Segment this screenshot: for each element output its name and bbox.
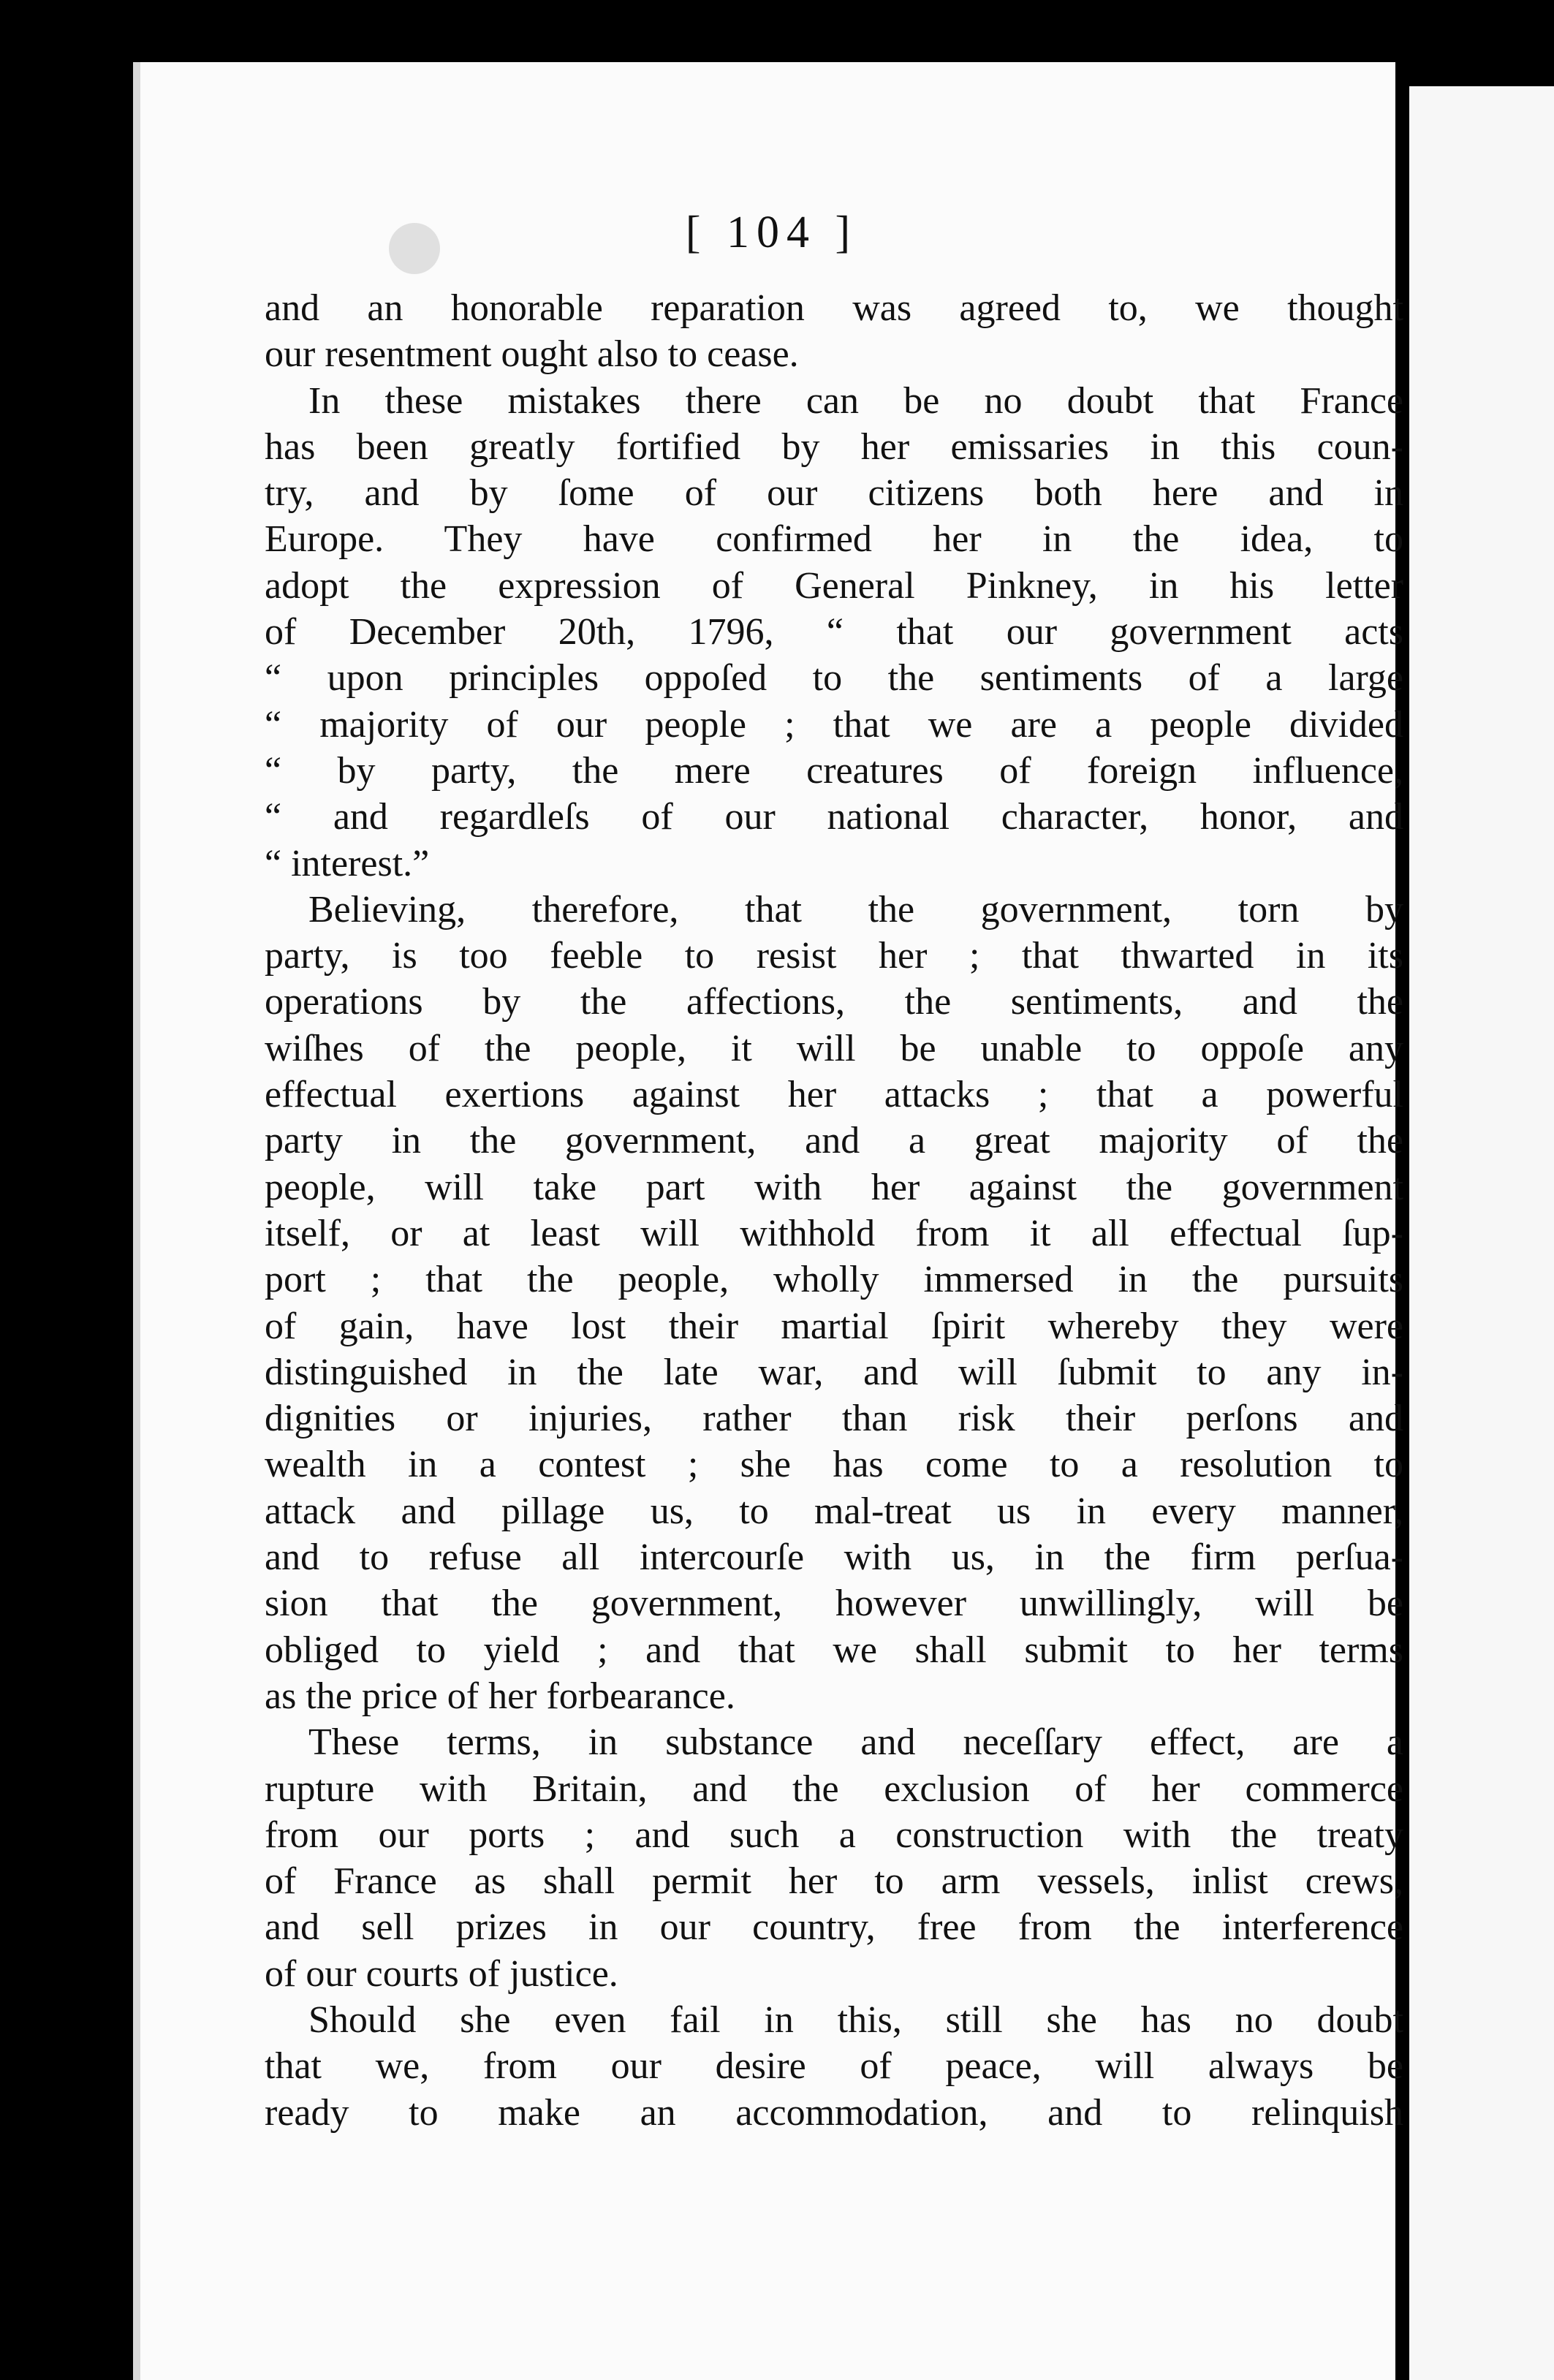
text-line: from our ports ; and such a construction with the treaty — [265, 1814, 1403, 1856]
text-line: and sell prizes in our country, free from the interference — [265, 1906, 1403, 1949]
text-line: “ interest.” — [265, 842, 430, 884]
text-line: of December 20th, 1796, “ that our government acts — [265, 611, 1403, 653]
text-line: and an honorable reparation was agreed to, we thought — [265, 287, 1403, 329]
book-page — [133, 62, 1403, 2380]
text-line: adopt the expression of General Pinkney, in his letter — [265, 564, 1403, 607]
text-line: Europe. They have confirmed her in the idea, to — [265, 518, 1403, 561]
text-line: ready to make an accommodation, and to relinquish — [265, 2091, 1403, 2134]
page-number: [ 104 ] — [685, 208, 858, 257]
text-line: Believing, therefore, that the government, torn by — [308, 888, 1403, 931]
text-line: and to refuse all intercourſe with us, in the firm perſua- — [265, 1536, 1403, 1579]
text-line: people, will take part with her against the government — [265, 1166, 1403, 1208]
facing-page-edge — [1409, 86, 1554, 2380]
text-line: “ by party, the mere creatures of foreign influence, — [265, 749, 1403, 792]
text-line: has been greatly fortified by her emissaries in this coun- — [265, 425, 1403, 468]
text-line: itself, or at least will withhold from it all effectual ſup- — [265, 1212, 1403, 1254]
text-line: that we, from our desire of peace, will always be — [265, 2045, 1403, 2088]
text-line: dignities or injuries, rather than risk their perſons and — [265, 1398, 1403, 1440]
text-line: party in the government, and a great majority of the — [265, 1120, 1403, 1162]
body-text — [265, 285, 1403, 2136]
text-line: obliged to yield ; and that we shall submit to her terms — [265, 1629, 1403, 1671]
text-line: “ and regardleſs of our national character, honor, and — [265, 796, 1403, 838]
text-line: sion that the government, however unwillingly, will be — [265, 1583, 1403, 1625]
text-line: rupture with Britain, and the exclusion of her commerce — [265, 1767, 1403, 1810]
text-line: distinguished in the late war, and will ſubmit to any in- — [265, 1351, 1403, 1393]
text-line: of France as shall permit her to arm vessels, inlist crews, — [265, 1860, 1403, 1903]
text-line: as the price of her forbearance. — [265, 1675, 735, 1717]
text-line: our resentment ought also to cease. — [265, 333, 799, 376]
text-line: attack and pillage us, to mal-treat us in every manner, — [265, 1490, 1403, 1532]
text-line: “ upon principles oppoſed to the sentiments of a large — [265, 657, 1403, 700]
text-line: These terms, in substance and neceſſary effect, are a — [308, 1721, 1403, 1764]
text-line: Should she even fail in this, still she has no doubt — [308, 1998, 1403, 2041]
text-line: wiſhes of the people, it will be unable to oppoſe any — [265, 1027, 1403, 1069]
text-line: of our courts of justice. — [265, 1952, 618, 1995]
text-line: “ majority of our people ; that we are a people divided — [265, 703, 1403, 746]
text-line: party, is too feeble to resist her ; that thwarted in its — [265, 935, 1403, 977]
text-line: In these mistakes there can be no doubt that France — [308, 379, 1403, 422]
text-line: port ; that the people, wholly immersed in the pursuits — [265, 1259, 1403, 1301]
text-line: of gain, have lost their martial ſpirit whereby they were — [265, 1305, 1403, 1347]
text-line: wealth in a contest ; she has come to a resolution to — [265, 1444, 1403, 1486]
text-line: operations by the affections, the sentiments, and the — [265, 981, 1403, 1023]
text-line: effectual exertions against her attacks ; that a powerful — [265, 1074, 1403, 1116]
text-line: try, and by ſome of our citizens both here and in — [265, 472, 1403, 515]
